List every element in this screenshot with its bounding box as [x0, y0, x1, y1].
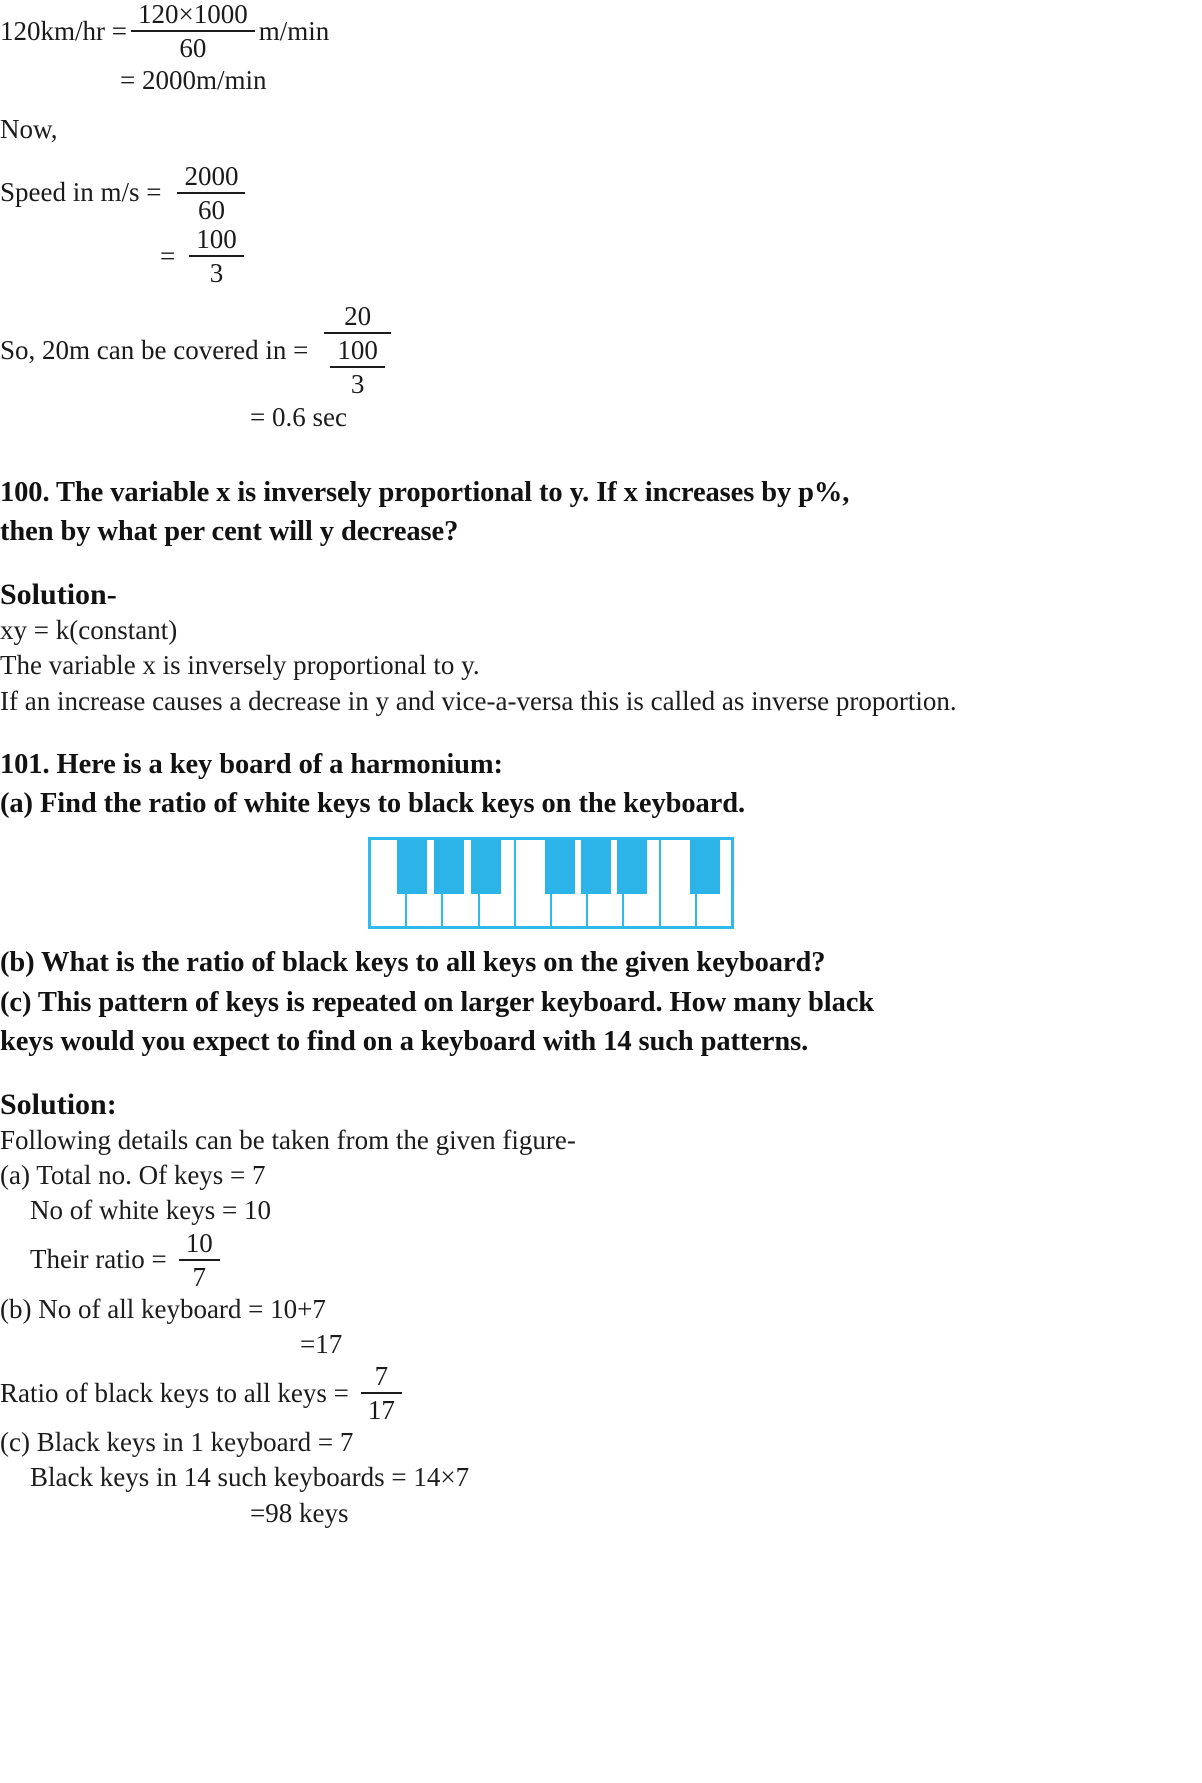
question-101-part-c-line1: (c) This pattern of keys is repeated on larger keyboard. How many black — [0, 986, 875, 1018]
question-100-solution-line-2: The variable x is inversely proportional to y. — [0, 650, 480, 681]
fraction-numerator: 100 — [337, 335, 378, 366]
complex-fraction-20-over-100-3 — [324, 302, 391, 399]
fraction-2000-over-60 — [177, 162, 245, 225]
question-100-block — [0, 473, 1202, 719]
math-lead-120kmhr: 120km/hr = — [0, 15, 127, 46]
white-key — [588, 840, 624, 926]
fraction-denominator: 3 — [209, 257, 224, 288]
question-101-block — [0, 745, 1202, 1531]
question-101-b-line2: =17 — [300, 1328, 343, 1359]
white-key — [371, 840, 407, 926]
keyboard-figure-container — [0, 837, 1202, 929]
their-ratio-label: Their ratio = — [30, 1244, 167, 1275]
question-101-c-line1: (c) Black keys in 1 keyboard = 7 — [0, 1427, 354, 1458]
math-line-2000-m-per-min: = 2000m/min — [120, 65, 267, 96]
math-unit-m-per-min: m/min — [258, 15, 330, 46]
math-line-speed-in-ms — [0, 162, 1202, 225]
question-101-heading: 101. Here is a key board of a harmonium: — [0, 748, 503, 780]
nested-fraction-100-over-3 — [324, 334, 391, 399]
question-101-b-ratio-row — [0, 1362, 1202, 1425]
fraction-denominator: 7 — [192, 1261, 206, 1292]
question-101-a-ratio-row — [0, 1229, 1202, 1292]
fraction-denominator: 60 — [197, 194, 225, 225]
question-101-a-line2: No of white keys = 10 — [30, 1195, 271, 1226]
question-101-c-line3: =98 keys — [250, 1497, 349, 1528]
question-100-solution-line-3: If an increase causes a decrease in y and vice-a-versa this is called as inverse proportion. — [0, 685, 957, 716]
fraction-denominator: 17 — [367, 1395, 395, 1426]
ratio-black-to-all-label: Ratio of black keys to all keys = — [0, 1377, 349, 1408]
fraction-numerator: 10 — [185, 1227, 213, 1258]
question-101-part-b: (b) What is the ratio of black keys to all keys on the given keyboard? — [0, 947, 826, 979]
fraction-120x1000-over-60 — [131, 0, 255, 63]
fraction-denominator: 60 — [179, 33, 207, 64]
question-100-heading-line2: then by what per cent will y decrease? — [0, 516, 459, 548]
question-100-solution-line-1: xy = k(constant) — [0, 615, 178, 646]
math-lead-speed-in-ms: Speed in m/s = — [0, 177, 162, 208]
fraction-numerator: 20 — [344, 301, 372, 332]
question-101-a-line1: (a) Total no. Of keys = 7 — [0, 1160, 266, 1191]
fraction-7-over-17 — [361, 1362, 402, 1425]
question-101-solution-intro: Following details can be taken from the given figure- — [0, 1125, 576, 1156]
white-key — [552, 840, 588, 926]
fraction-numerator: 100 — [196, 223, 237, 254]
white-key — [516, 840, 552, 926]
white-key — [661, 840, 697, 926]
fraction-denominator: 3 — [350, 369, 365, 400]
white-key — [624, 840, 660, 926]
white-key — [697, 840, 731, 926]
fraction-10-over-7 — [179, 1229, 220, 1292]
math-line-final-0point6-sec: = 0.6 sec — [250, 401, 347, 432]
question-101-part-a: (a) Find the ratio of white keys to black keys on the keyboard. — [0, 787, 745, 819]
white-key — [407, 840, 443, 926]
white-keys-group — [371, 840, 731, 926]
math-line-100-over-3 — [0, 225, 1202, 288]
question-101-c-line2: Black keys in 14 such keyboards = 14×7 — [30, 1462, 470, 1493]
question-100-heading-line1: 100. The variable x is inversely proportional to y. If x increases by p%, — [0, 476, 850, 508]
harmonium-keyboard-figure — [368, 837, 734, 929]
question-101-b-line1: (b) No of all keyboard = 10+7 — [0, 1293, 326, 1324]
fraction-numerator: 120×1000 — [137, 0, 248, 29]
math-label-now: Now, — [0, 114, 58, 145]
fraction-numerator: 2000 — [184, 160, 239, 191]
white-key — [443, 840, 479, 926]
speed-conversion-block — [0, 0, 1202, 435]
question-101-solution-label: Solution: — [0, 1088, 117, 1122]
question-100-solution-label: Solution- — [0, 578, 117, 612]
math-line-20m-covered — [0, 302, 1202, 399]
math-lead-20m-covered: So, 20m can be covered in = — [0, 335, 309, 366]
white-key — [480, 840, 516, 926]
fraction-100-over-3 — [189, 225, 244, 288]
math-line-km-to-m-per-min — [0, 0, 1202, 63]
fraction-numerator: 7 — [374, 1361, 389, 1392]
question-101-part-c-line2: keys would you expect to find on a keyboard with 14 such patterns. — [0, 1025, 809, 1057]
equals-sign: = — [160, 240, 176, 271]
